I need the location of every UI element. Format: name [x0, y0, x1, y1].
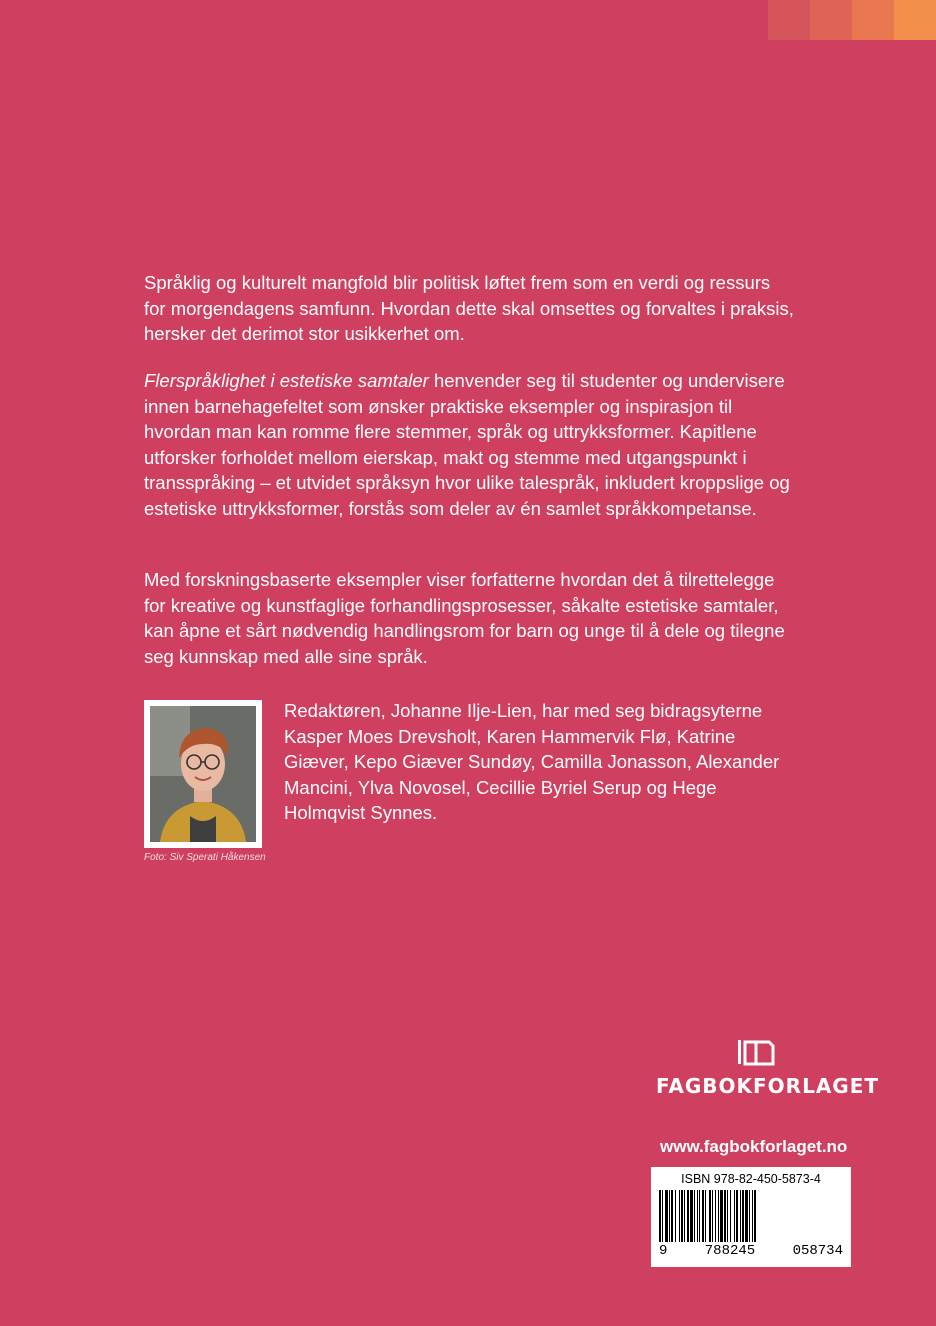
barcode-digit-right: 058734: [792, 1243, 843, 1259]
description-paragraph: [144, 368, 794, 521]
barcode-bars: [659, 1190, 843, 1242]
editor-photo: [144, 700, 262, 848]
book-title: Flerspråklighet i estetiske samtaler: [144, 370, 429, 391]
stripe-1: [768, 0, 810, 40]
intro-paragraph: Språklig og kulturelt mangfold blir politisk løftet frem som en verdi og ressurs for morgendagens samfunn. Hvordan dette skal omsettes og forvaltes i praksis, hersker det derimot stor usikkerhet om.: [144, 272, 794, 344]
isbn-number: ISBN 978-82-450-5873-4: [681, 1172, 821, 1186]
barcode-digit-prefix: 9: [659, 1243, 668, 1259]
stripe-2: [810, 0, 852, 40]
corner-color-stripes: [768, 0, 936, 40]
publisher-name: FAGBOKFORLAGET: [656, 1074, 880, 1098]
stripe-3: [852, 0, 894, 40]
portrait-illustration: [150, 706, 256, 842]
isbn-barcode: [651, 1167, 851, 1267]
barcode-bar: [754, 1190, 756, 1242]
editor-portrait: [150, 706, 256, 842]
description-text: henvender seg til studenter og undervisere innen barnehagefeltet som ønsker praktiske eksempler og inspirasjon til hvordan man kan romme flere stemmer, språk og uttrykksformer. Kapitlene utforsker forholdet mellom eierskap, makt og stemme med utgangspunkt i transspråking – et utvidet språksyn hvor ulike talespråk, inkludert kroppslige og estetiske uttrykksformer, forstås som deler av én samlet språkkompetanse.: [144, 370, 790, 519]
publisher-logo: [656, 1038, 880, 1098]
publisher-website[interactable]: www.fagbokforlaget.no: [660, 1137, 848, 1156]
barcode-digit-left: 788245: [704, 1243, 756, 1259]
contributors-paragraph: Redaktøren, Johanne Ilje-Lien, har med seg bidragsyterne Kasper Moes Drevsholt, Karen Hammervik Flø, Katrine Giæver, Kepo Giæver Sundøy, Camilla Jonasson, Alexander Mancini, Ylva Novosel, Cecillie Byriel Serup og Hege Holmqvist Synnes.: [284, 700, 780, 823]
examples-paragraph: Med forskningsbaserte eksempler viser forfatterne hvordan det å tilrettelegge for kreative og kunstfaglige forhandlingsprosesser, såkalte estetiske samtaler, kan åpne et sårt nødvendig handlingsrom for barn og unge til å dele og tilegne seg kunnskap med alle sine språk.: [144, 569, 785, 667]
stripe-4: [894, 0, 936, 40]
book-icon: [736, 1038, 776, 1068]
barcode-digits: [659, 1243, 843, 1259]
photo-credit: Foto: Siv Sperati Håkensen: [144, 852, 266, 863]
